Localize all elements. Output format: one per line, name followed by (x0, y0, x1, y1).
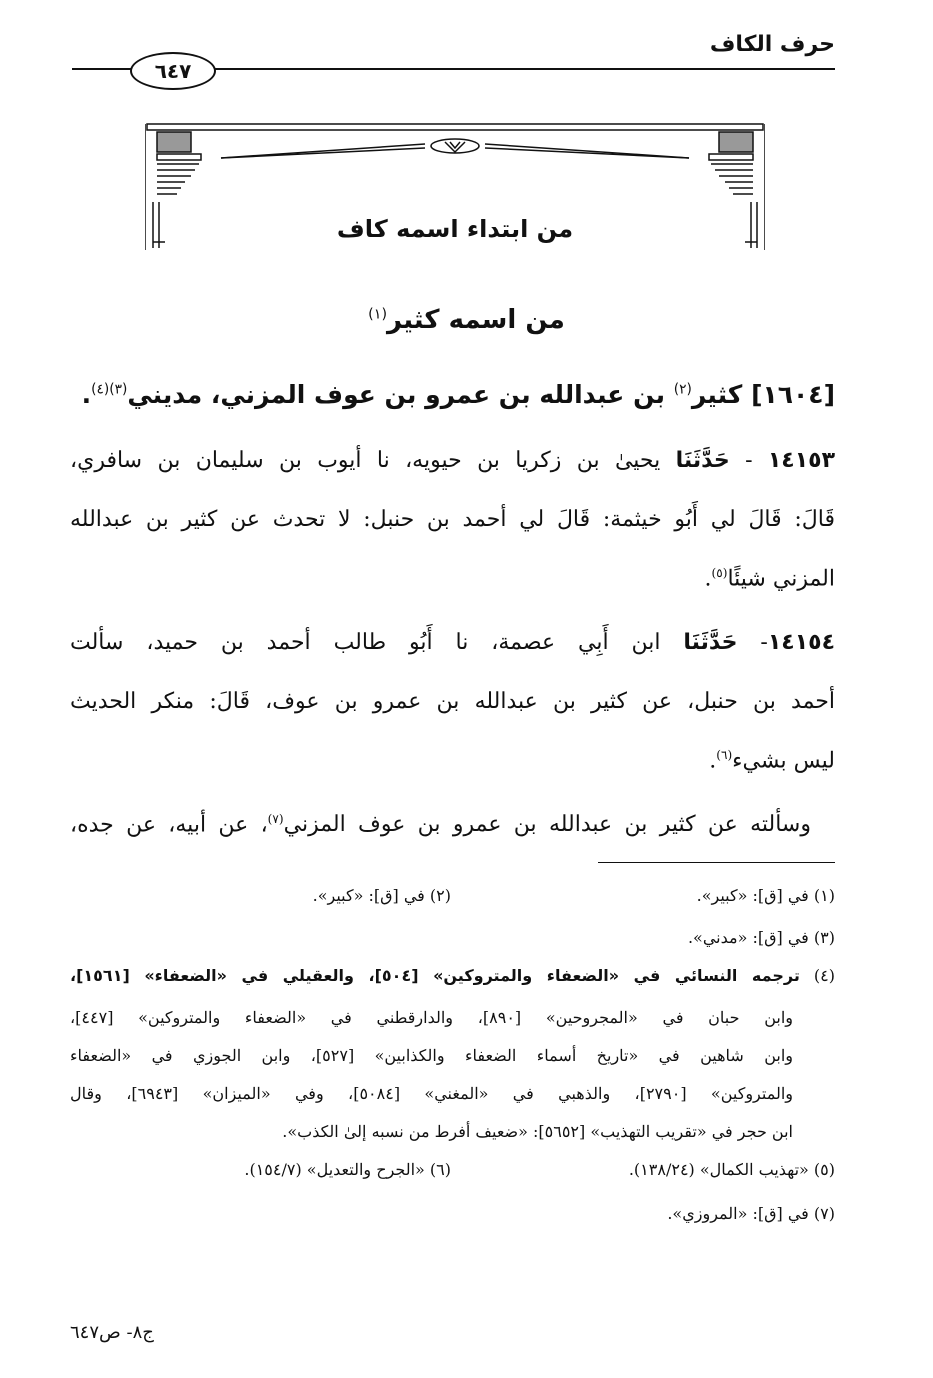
footnote-4-line: وابن شاهين في «تاريخ أسماء الضعفاء والكذابين» [٥٢٧]، وابن الجوزي في «الضعفاء (70, 1046, 793, 1065)
narration-keyword: حَدَّثَنَا (675, 448, 730, 473)
body-line (70, 507, 835, 532)
footnote-4-line: وابن حبان في «المجروحين» [٨٩٠]، والدارقطني في «الضعفاء والمتروكين» [٤٤٧]، (70, 1008, 794, 1027)
footnote-ref: (٣)(٤) (91, 381, 128, 398)
entry-heading (70, 380, 835, 409)
footnote-5: (٥) «تهذيب الكمال» (١٣٨/٢٤). (628, 1160, 835, 1179)
footnote-4 (70, 966, 835, 985)
body-text: ليس بشيء (732, 748, 835, 774)
line-end: . (709, 748, 717, 774)
body-line: ١٤١٥٣ - حَدَّثَنَا يحيىٰ بن زكريا بن حيويه، نا أيوب بن سليمان بن سافري، (70, 448, 835, 473)
body-text: وسألته عن كثير بن عبدالله بن عمرو بن عوف المزني (283, 812, 811, 838)
footnote-4-line: ترجمه النسائي في «الضعفاء والمتروكين» [٥٠٤]، والعقيلي في «الضعفاء» [١٥٦١]، (70, 966, 800, 985)
narration-number: ١٤١٥٤ (767, 630, 835, 655)
footnote-ref: (٥) (711, 566, 728, 580)
body-text: المزني شيئًا (727, 566, 835, 592)
page-reference: ج٨- ص٦٤٧ (70, 1322, 154, 1343)
body-text: ، عن أبيه، عن جده، (70, 812, 268, 838)
footnote-ref: (١) (368, 306, 388, 323)
footnote-ref: (٦) (716, 748, 733, 762)
entry-lineage: بن عبدالله بن عمرو بن عوف المزني، مديني (127, 380, 665, 409)
entry-number: [١٦٠٤] (751, 380, 835, 409)
section-title: من ابتداء اسمه كاف (336, 215, 574, 243)
body-line (705, 566, 835, 591)
footnote-ref: (٧) (267, 812, 284, 826)
body-line: ١٤١٥٤- حَدَّثَنَا ابن أَبِي عصمة، نا أَبُو طالب أحمد بن حميد، سألت (70, 630, 835, 655)
body-text: أحمد بن حنبل، عن كثير بن عبدالله بن عمرو بن عوف، قَالَ: منكر الحديث (70, 689, 835, 714)
running-title: حرف الكاف (709, 32, 835, 57)
entry-end: . (81, 380, 92, 409)
footnote-7: (٧) في [ق]: «المروزي». (667, 1204, 835, 1223)
page-number-badge (130, 52, 216, 90)
name-heading-text: من اسمه كثير (387, 305, 565, 335)
footnote-number: (٤) (813, 966, 835, 985)
footnote-2: (٢) في [ق]: «كبير». (312, 886, 451, 905)
body-line (709, 748, 835, 773)
footnote-1: (١) في [ق]: «كبير». (696, 886, 835, 905)
line-end: . (704, 566, 712, 592)
name-heading (98, 305, 835, 335)
body-text: ابن أَبِي عصمة، نا أَبُو طالب أحمد بن حميد، سألت (70, 630, 661, 655)
entry-name: كثير (691, 380, 743, 409)
footnote-rule (598, 862, 835, 863)
body-line (70, 689, 835, 714)
body-text: يحيىٰ بن زكريا بن حيويه، نا أيوب بن سليمان بن سافري، (70, 448, 661, 473)
page-number: ٦٤٧ (154, 59, 192, 83)
narration-number: ١٤١٥٣ (767, 448, 835, 473)
narration-keyword: حَدَّثَنَا (683, 630, 738, 655)
footnote-3: (٣) في [ق]: «مدني». (687, 928, 835, 947)
footnote-6: (٦) «الجرح والتعديل» (١٥٤/٧). (244, 1160, 451, 1179)
footnote-4-line: والمتروكين» [٢٧٩٠]، والذهبي في «المغني» [٥٠٨٤]، وفي «الميزان» [٦٩٤٣]، وقال (70, 1084, 793, 1103)
body-text: قَالَ: قَالَ لي أَبُو خيثمة: قَالَ لي أحمد بن حنبل: لا تحدث عن كثير بن عبدالله (70, 507, 835, 532)
footnote-4-line: ابن حجر في «تقريب التهذيب» [٥٦٥٢]: «ضعيف أفرط من نسبه إلىٰ الكذب». (282, 1122, 793, 1141)
footnote-ref: (٢) (673, 381, 692, 398)
body-line (70, 812, 835, 837)
